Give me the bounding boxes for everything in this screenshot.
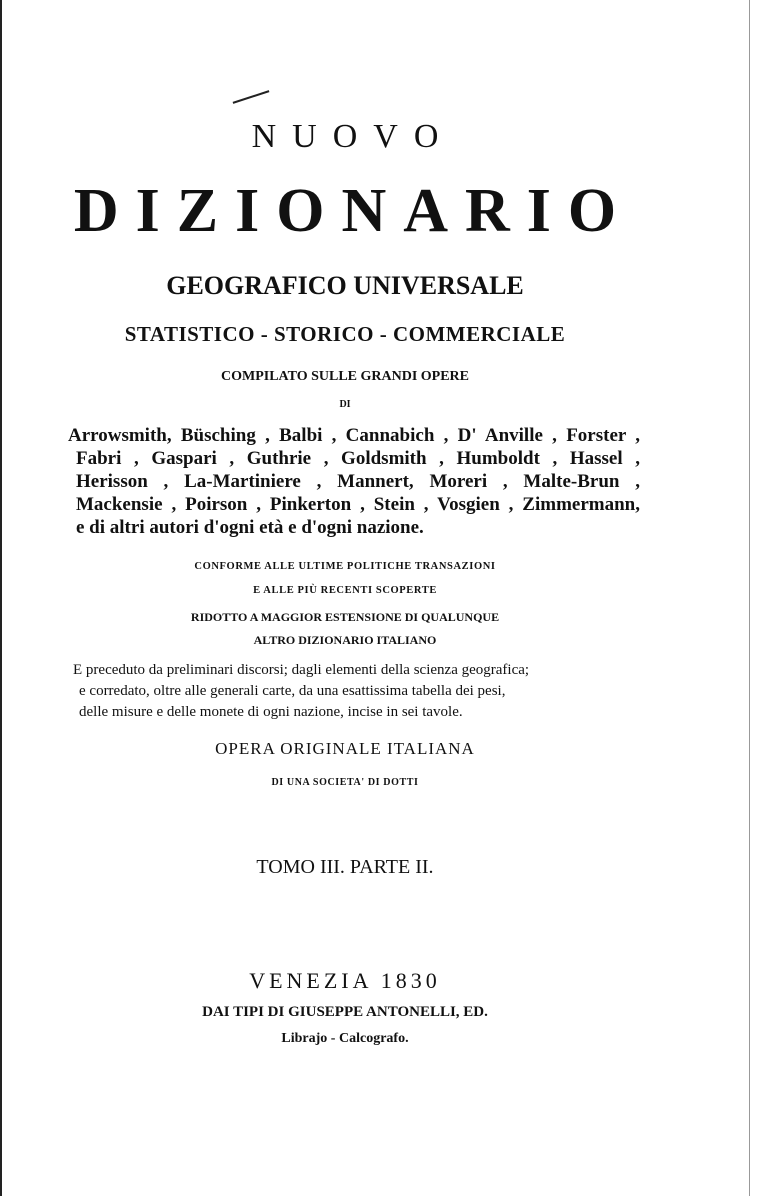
paragraph-line: E preceduto da preliminari discorsi; dagli elementi della scienza geografica; — [73, 662, 530, 678]
authors-line: Fabri , Gaspari , Guthrie , Goldsmith , Humboldt , Hassel , — [76, 448, 640, 469]
e-alle-line: E ALLE PIÙ RECENTI SCOPERTE — [253, 585, 437, 596]
opera-line: OPERA ORIGINALE ITALIANA — [215, 739, 475, 758]
volume-label: TOMO III. PARTE II. — [256, 856, 434, 878]
compilato-line: COMPILATO SULLE GRANDI OPERE — [220, 369, 469, 384]
title-nuovo: NUOVO — [251, 118, 455, 155]
altro-line: ALTRO DIZIONARIO ITALIANO — [253, 633, 437, 647]
title-dizionario: DIZIONARIO — [73, 177, 634, 245]
subtitle-statistico: STATISTICO - STORICO - COMMERCIALE — [124, 322, 566, 346]
authors-line: e di altri autori d'ogni età e d'ogni nazione. — [76, 517, 424, 538]
paragraph-line: e corredato, oltre alle generali carte, da una esattissima tabella dei pesi, — [79, 683, 506, 699]
printer-line: DAI TIPI DI GIUSEPPE ANTONELLI, ED. — [202, 1004, 488, 1020]
authors-line: Herisson , La-Martiniere , Mannert, Moreri , Malte-Brun , — [76, 471, 640, 492]
conforme-line: CONFORME ALLE ULTIME POLITICHE TRANSAZIONI — [194, 561, 496, 572]
authors-list — [68, 424, 640, 539]
di-line: DI — [339, 399, 351, 410]
authors-line: Arrowsmith, Büsching , Balbi , Cannabich , D' Anville , Forster , — [68, 425, 640, 446]
ink-stroke-mark — [233, 90, 270, 104]
printer-role: Librajo - Calcografo. — [281, 1031, 409, 1046]
description-paragraph — [73, 660, 529, 723]
paragraph-line: delle misure e delle monete di ogni nazione, incise in sei tavole. — [79, 704, 463, 720]
subtitle-geografico: GEOGRAFICO UNIVERSALE — [166, 271, 524, 300]
place-year: VENEZIA 1830 — [249, 968, 441, 993]
page-edge-right — [749, 0, 750, 1196]
ridotto-line: RIDOTTO A MAGGIOR ESTENSIONE DI QUALUNQUE — [190, 610, 500, 624]
societa-line: DI UNA SOCIETA' DI DOTTI — [271, 777, 419, 788]
authors-line: Mackensie , Poirson , Pinkerton , Stein , Vosgien , Zimmermann, — [76, 494, 640, 515]
